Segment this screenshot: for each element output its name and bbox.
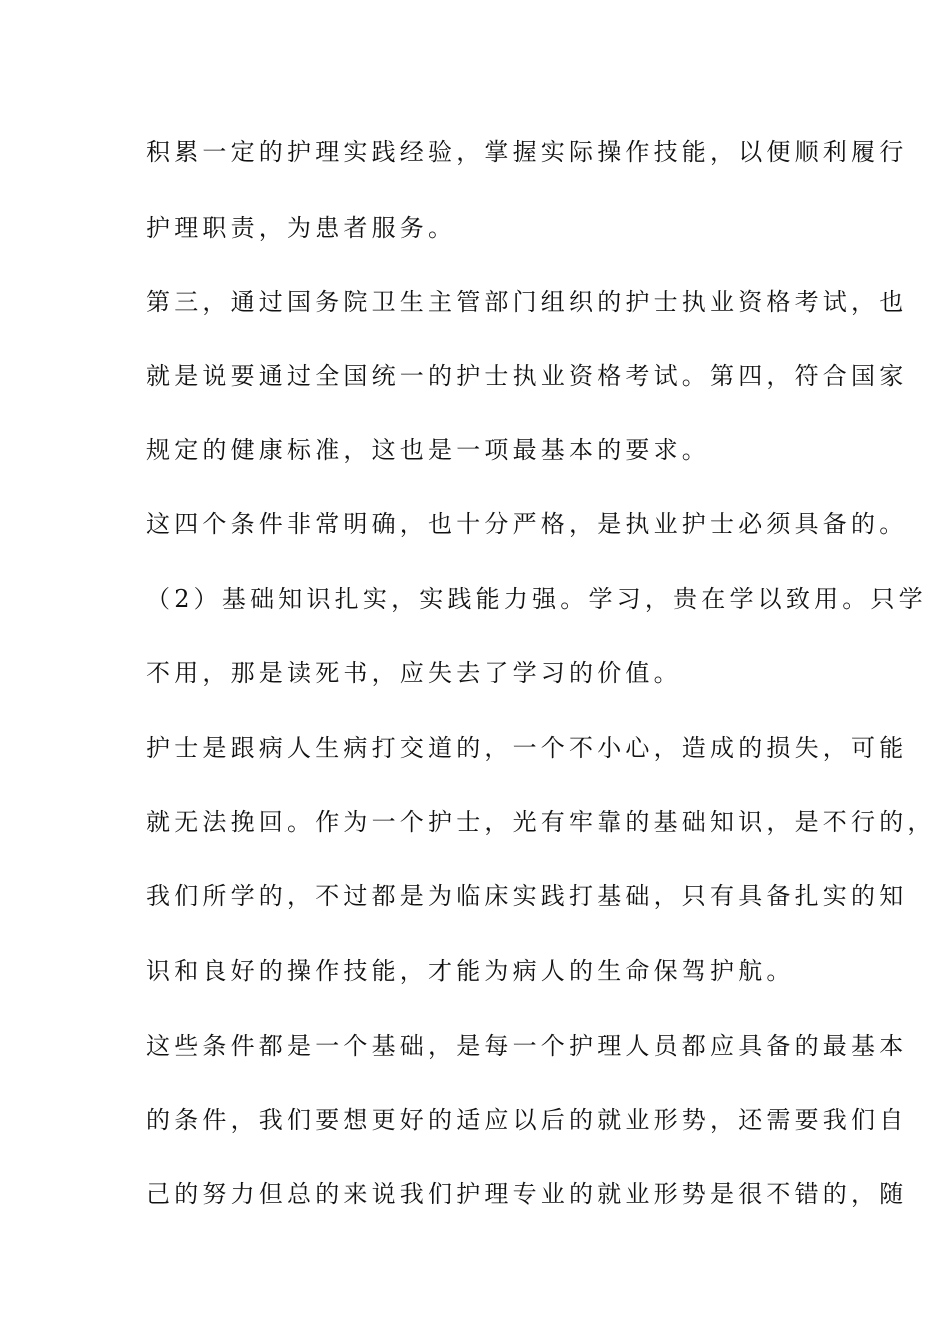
text-line: 的条件，我们要想更好的适应以后的就业形势，还需要我们自 [146, 1106, 908, 1134]
text-line: 规定的健康标准，这也是一项最基本的要求。 [146, 436, 710, 464]
text-line: 我们所学的，不过都是为临床实践打基础，只有具备扎实的知 [146, 882, 908, 910]
text-line: 不用，那是读死书，应失去了学习的价值。 [146, 659, 682, 687]
text-line: 这些条件都是一个基础，是每一个护理人员都应具备的最基本 [146, 1032, 908, 1060]
text-line: 就是说要通过全国统一的护士执业资格考试。第四，符合国家 [146, 362, 908, 390]
text-line: 就无法挽回。作为一个护士，光有牢靠的基础知识，是不行的， [146, 808, 936, 836]
text-line: 护理职责，为患者服务。 [146, 214, 457, 242]
text-line: 积累一定的护理实践经验，掌握实际操作技能，以便顺利履行 [146, 138, 908, 166]
text-line: （2）基础知识扎实，实践能力强。学习，贵在学以致用。只学 [146, 585, 927, 613]
text-line: 护士是跟病人生病打交道的，一个不小心，造成的损失，可能 [146, 734, 908, 762]
text-line: 识和良好的操作技能，才能为病人的生命保驾护航。 [146, 957, 795, 985]
text-line: 第三，通过国务院卫生主管部门组织的护士执业资格考试，也 [146, 288, 908, 316]
text-line: 己的努力但总的来说我们护理专业的就业形势是很不错的，随 [146, 1180, 908, 1208]
text-line: 这四个条件非常明确，也十分严格，是执业护士必须具备的。 [146, 510, 908, 538]
